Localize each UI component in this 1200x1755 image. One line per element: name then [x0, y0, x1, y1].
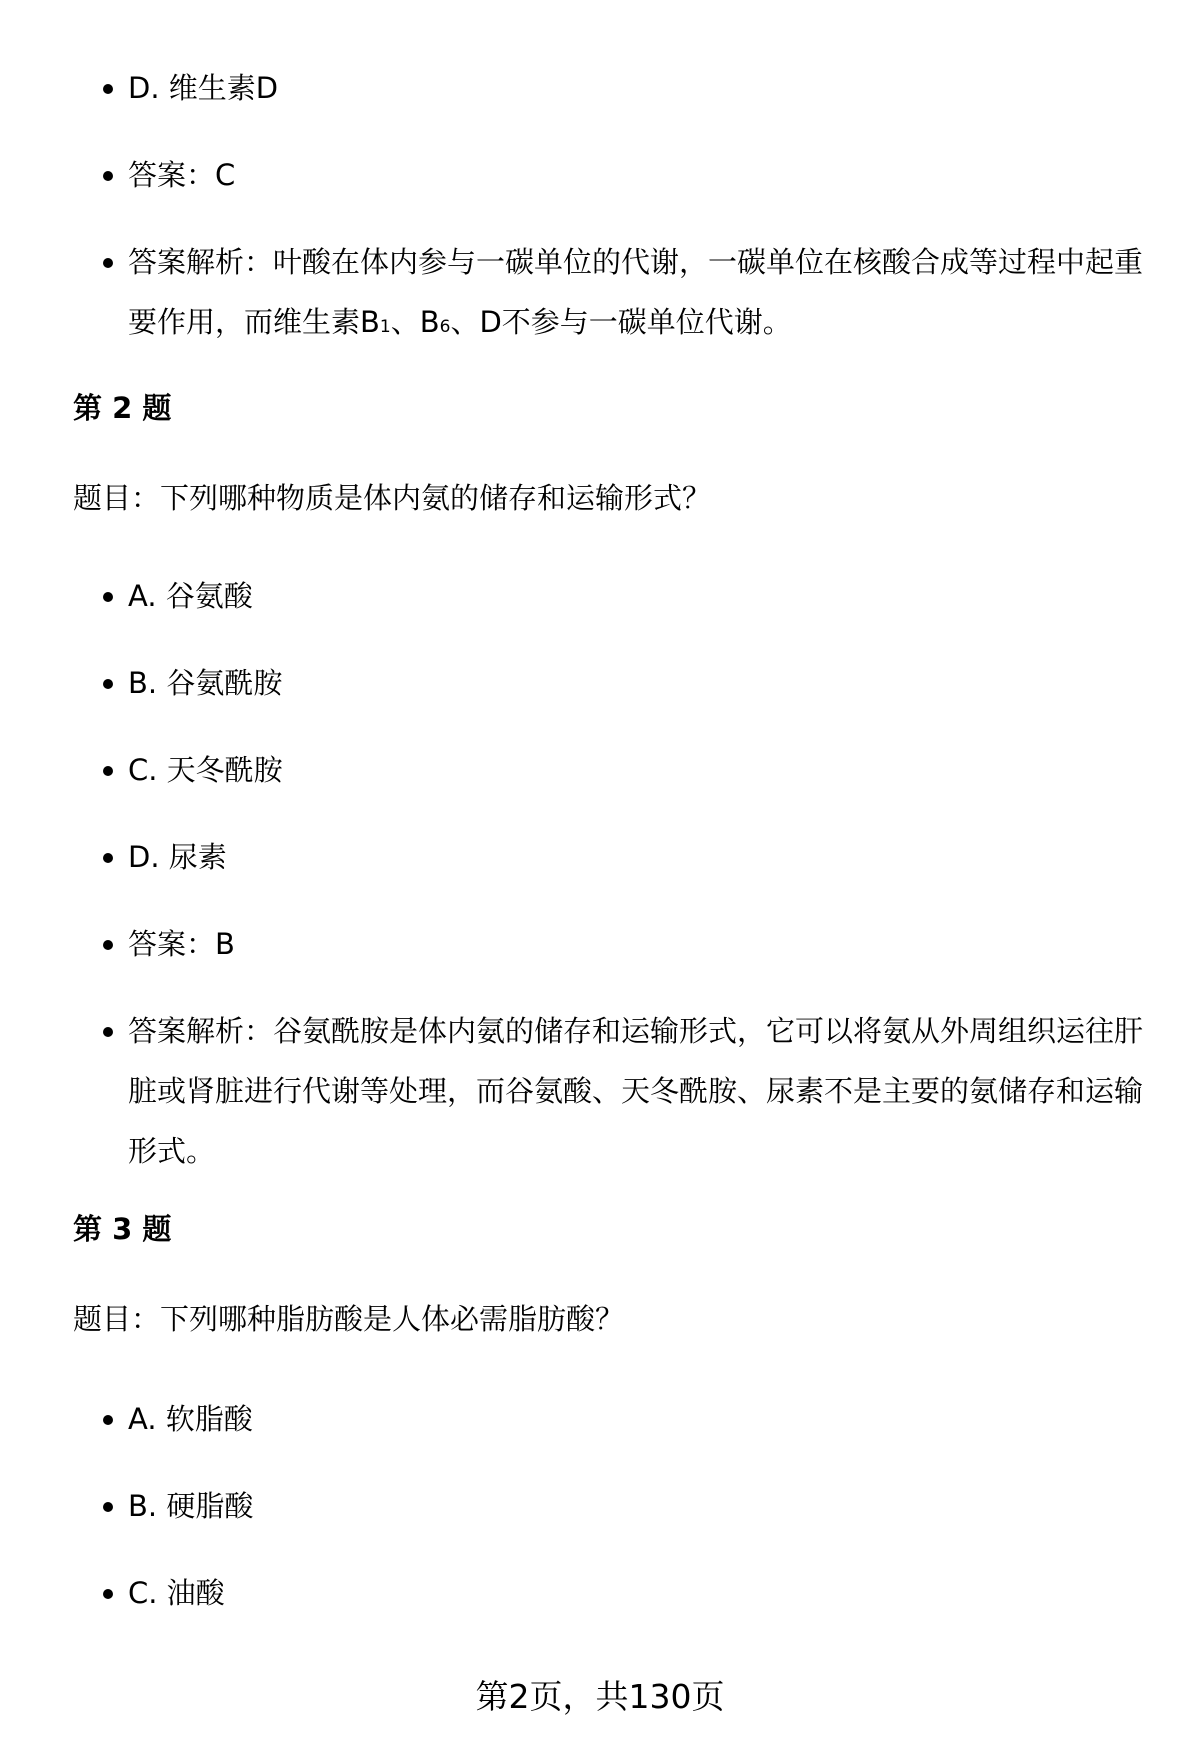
q2-option-c [128, 740, 1148, 800]
q2-option-d [128, 827, 1148, 887]
q2-option-b [128, 653, 1148, 713]
q3-option-c [128, 1563, 1148, 1623]
q3-option-a [128, 1389, 1148, 1449]
option-text: A. 谷氨酸 [128, 579, 253, 613]
bullet-icon [103, 84, 113, 94]
q1-option-d [128, 58, 1148, 118]
explanation-text: 答案解析：谷氨酰胺是体内氨的储存和运输形式，它可以将氨从外周组织运往肝脏或肾脏进行代谢等处理，而谷氨酸、天冬酰胺、尿素不是主要的氨储存和运输形式。 [128, 1014, 1144, 1168]
bullet-icon [103, 1415, 113, 1425]
answer-text: 答案：C [128, 158, 236, 192]
q2-explanation [128, 1001, 1148, 1181]
bullet-icon [103, 1589, 113, 1599]
bullet-icon [103, 940, 113, 950]
option-text: D. 维生素D [128, 71, 279, 105]
bullet-icon [103, 853, 113, 863]
bullet-icon [103, 679, 113, 689]
option-text: B. 谷氨酰胺 [128, 666, 283, 700]
bullet-icon [103, 1502, 113, 1512]
explanation-part3: 、D不参与一碳单位代谢。 [450, 305, 792, 339]
option-text: D. 尿素 [128, 840, 227, 874]
bullet-icon [103, 171, 113, 181]
explanation-subscript-6: 6 [439, 317, 451, 337]
bullet-icon [103, 766, 113, 776]
explanation-part2: 、B [390, 305, 440, 339]
bullet-icon [103, 1027, 113, 1037]
option-text: A. 软脂酸 [128, 1402, 253, 1436]
explanation-text [128, 245, 1143, 339]
question-heading: 第 2 题 [73, 391, 172, 425]
bullet-icon [103, 592, 113, 602]
option-text: C. 油酸 [128, 1576, 225, 1610]
q2-option-a [128, 566, 1148, 626]
question-heading: 第 3 题 [73, 1212, 172, 1246]
question-text: 题目：下列哪种脂肪酸是人体必需脂肪酸？ [73, 1302, 625, 1336]
q1-answer [128, 145, 1148, 205]
q1-explanation [128, 232, 1148, 357]
option-text: B. 硬脂酸 [128, 1489, 254, 1523]
q2-answer [128, 914, 1148, 974]
explanation-subscript-1: 1 [379, 317, 391, 337]
question-text: 题目：下列哪种物质是体内氨的储存和运输形式？ [73, 481, 712, 515]
option-text: C. 天冬酰胺 [128, 753, 283, 787]
q3-option-b [128, 1476, 1148, 1536]
bullet-icon [103, 258, 113, 268]
explanation-part1: 答案解析：叶酸在体内参与一碳单位的代谢，一碳单位在核酸合成等过程中起重要作用，而维生素B [128, 245, 1144, 339]
answer-text: 答案：B [128, 927, 235, 961]
page-footer: 第2页，共130页 [475, 1677, 725, 1716]
